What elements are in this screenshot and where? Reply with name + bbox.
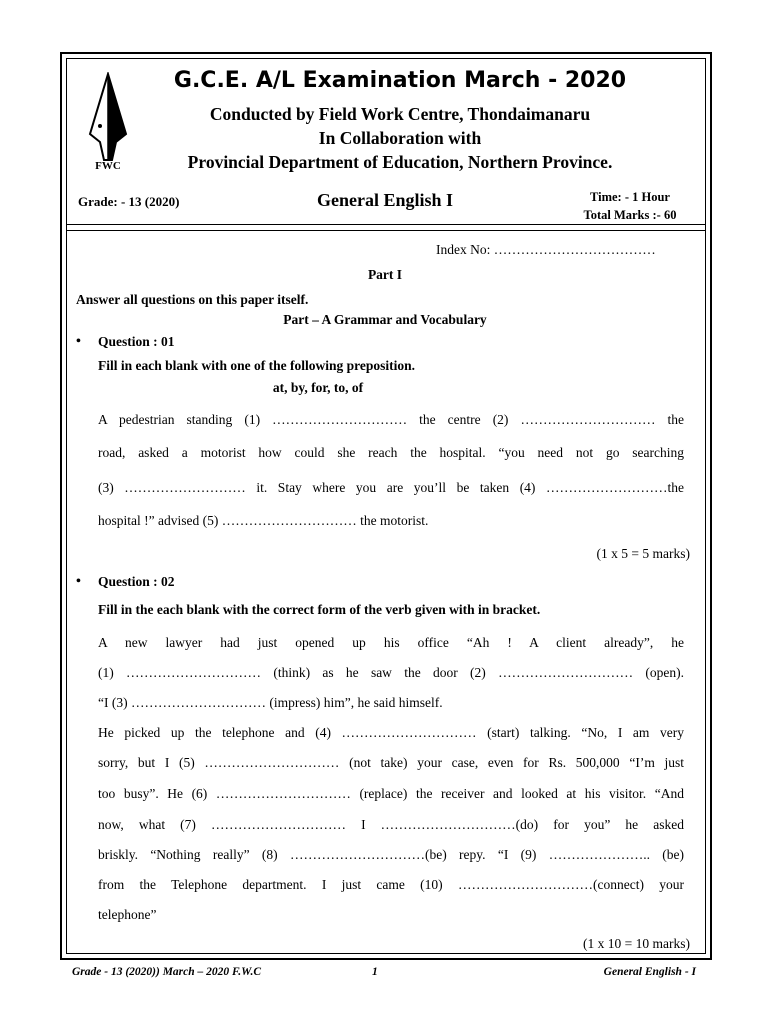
question-1-options: at, by, for, to, of — [272, 380, 364, 395]
question-2-line: too busy”. He (6) ………………………… (replace) the receiver and looked at his visitor. “And — [98, 786, 684, 801]
question-2-line: (1) ………………………… (think) as he saw the door (2) ………………………… (open). — [98, 665, 684, 680]
question-1-instruction: Fill in each blank with one of the following preposition. — [98, 358, 416, 373]
footer-right: General English - I — [603, 966, 696, 978]
header-divider-secondary — [66, 230, 706, 231]
question-2-line: “I (3) ………………………… (impress) him”, he said himself. — [98, 695, 443, 710]
fwc-pen-nib-logo — [82, 72, 134, 172]
question-2-marks: (1 x 10 = 10 marks) — [583, 936, 690, 951]
question-1-line: hospital !” advised (5) ………………………… the motorist. — [98, 513, 429, 528]
bullet-icon: • — [76, 334, 81, 349]
time-marks-box — [560, 188, 700, 224]
question-2-line: He picked up the telephone and (4) ………………………… (start) talking. “No, I am very — [98, 725, 684, 740]
question-1-line: (3) ……………………… it. Stay where you are you’ll be taken (4) ………………………the — [98, 480, 684, 495]
collaboration-line: In Collaboration with — [318, 128, 482, 148]
section-heading: Part – A Grammar and Vocabulary — [283, 312, 487, 327]
bullet-icon: • — [76, 574, 81, 589]
question-2-line: now, what (7) ………………………… I …………………………(do) for you” he asked — [98, 817, 684, 832]
question-2-line: telephone” — [98, 907, 157, 922]
conducted-by: Conducted by Field Work Centre, Thondaimanaru — [209, 104, 591, 124]
subject-title: General English I — [316, 190, 454, 210]
question-2-line: briskly. “Nothing really” (8) …………………………(be) repy. “I (9) ………………….. (be) — [98, 847, 684, 862]
exam-title: G.C.E. A/L Examination March - 2020 — [173, 68, 627, 93]
question-1-heading: Question : 01 — [98, 334, 175, 349]
header-divider — [66, 224, 706, 225]
department-line: Provincial Department of Education, Northern Province. — [187, 152, 613, 172]
logo-label: FWC — [95, 160, 121, 172]
total-marks-label: Total Marks :- 60 — [583, 208, 677, 222]
index-number-field: Index No: ……………………………… — [436, 242, 656, 257]
question-2-heading: Question : 02 — [98, 574, 175, 589]
question-2-line: A new lawyer had just opened up his office “Ah ! A client already”, he — [98, 635, 684, 650]
question-2-instruction: Fill in the each blank with the correct form of the verb given with in bracket. — [98, 602, 541, 617]
time-label: Time: - 1 Hour — [590, 190, 670, 204]
footer-page-number: 1 — [372, 966, 378, 978]
question-2-line: from the Telephone department. I just came (10) …………………………(connect) your — [98, 877, 684, 892]
grade-label: Grade: - 13 (2020) — [78, 194, 180, 209]
part-heading: Part I — [367, 267, 403, 282]
question-1-line: road, asked a motorist how could she reach the hospital. “you need not go searching — [98, 445, 684, 460]
question-1-line: A pedestrian standing (1) ………………………… the centre (2) ………………………… the — [98, 412, 684, 427]
general-instruction: Answer all questions on this paper itself. — [76, 292, 309, 307]
question-1-marks: (1 x 5 = 5 marks) — [596, 546, 690, 561]
question-2-line: sorry, but I (5) ………………………… (not take) your case, even for Rs. 500,000 “I’m just — [98, 755, 684, 770]
footer-left: Grade - 13 (2020)) March – 2020 F.W.C — [72, 966, 262, 978]
